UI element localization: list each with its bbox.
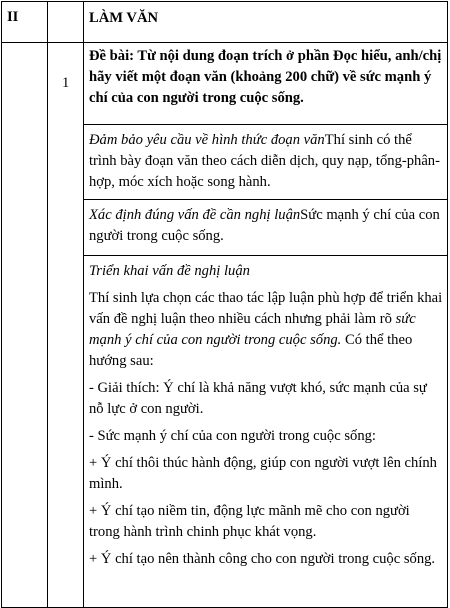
develop-intro-italic: sức mạnh ý chí của con người trong cuộc sống.	[89, 311, 416, 348]
task-prompt: Đề bài: Từ nội dung đoạn trích ở phần Đọc hiểu, anh/chị hãy viết một đoạn văn (khoảng 200 chữ) về sức mạnh ý chí của con người trong cuộc sống.	[84, 43, 448, 125]
criterion-issue-body: Sức mạnh ý chí của con người trong cuộc sống.	[89, 207, 440, 244]
section-header-row	[2, 2, 448, 43]
develop-point-explain: - Giải thích: Ý chí là khả năng vượt khó, sức mạnh của sự nỗ lực ở con người.	[89, 380, 427, 417]
develop-point-power: - Sức mạnh ý chí của con người trong cuộc sống:	[89, 428, 376, 444]
develop-cell	[84, 256, 448, 608]
criterion-form-body: Thí sinh có thể trình bày đoạn văn theo cách diễn dịch, quy nạp, tổng-phân-hợp, móc xích hoặc song hành.	[89, 132, 440, 190]
develop-point-action: + Ý chí thôi thúc hành động, giúp con người vượt lên chính mình.	[89, 455, 437, 492]
section-title: LÀM VĂN	[84, 2, 448, 43]
criterion-form-heading: Đảm bảo yêu cầu về hình thức đoạn văn	[89, 132, 325, 148]
develop-intro-end: Có thể theo hướng sau:	[89, 332, 413, 369]
develop-heading: Triển khai vấn đề nghị luận	[89, 263, 250, 279]
criterion-form	[84, 125, 448, 200]
section-number-spacer	[2, 43, 48, 608]
empty-cell	[48, 2, 84, 43]
develop-intro-start: Thí sinh lựa chọn các thao tác lập luận phù hợp để triển khai vấn đề nghị luận theo nhiều cách nhưng phải làm rõ	[89, 290, 443, 327]
task-row	[2, 43, 448, 125]
develop-point-success: + Ý chí tạo nên thành công cho con người trong cuộc sống.	[89, 551, 436, 567]
develop-point-belief: + Ý chí tạo niềm tin, động lực mãnh mẽ cho con người trong hành trình chinh phục khát vọng.	[89, 503, 410, 540]
criterion-issue-heading: Xác định đúng vấn đề cần nghị luận	[89, 207, 301, 223]
criterion-issue	[84, 200, 448, 256]
develop-intro	[89, 288, 443, 372]
rubric-table	[1, 1, 448, 608]
section-number: II	[2, 2, 48, 43]
item-number: 1	[48, 43, 84, 608]
